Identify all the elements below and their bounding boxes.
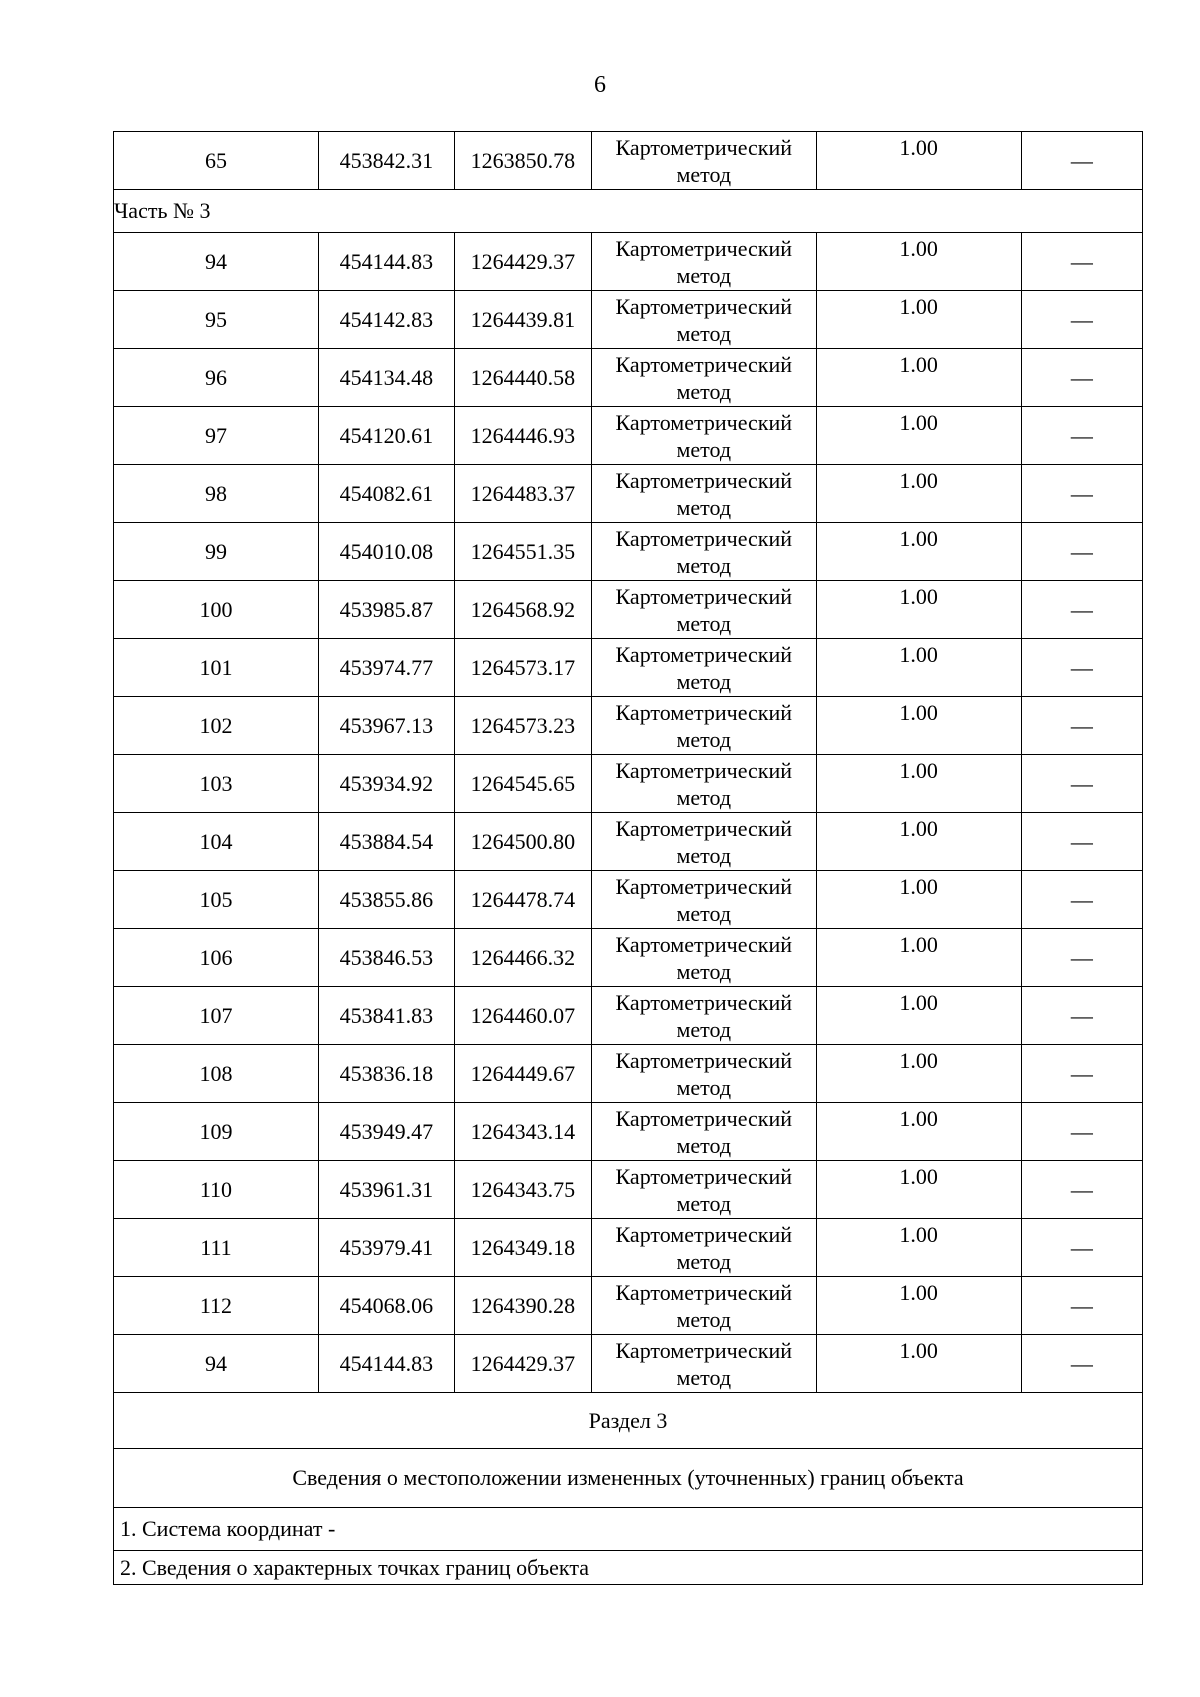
x-coordinate-cell: 453967.13 (318, 697, 454, 755)
table-row (114, 233, 1143, 291)
description-cell: — (1021, 465, 1142, 523)
table-row (114, 132, 1143, 190)
method-cell: Картометрический метод (591, 1103, 816, 1161)
y-coordinate-cell: 1264460.07 (454, 987, 591, 1045)
table-row (114, 465, 1143, 523)
page-number: 6 (594, 72, 606, 98)
method-cell: Картометрический метод (591, 871, 816, 929)
accuracy-cell: 1.00 (816, 929, 1021, 987)
accuracy-cell: 1.00 (816, 233, 1021, 291)
part-header-row (114, 190, 1143, 233)
accuracy-cell: 1.00 (816, 987, 1021, 1045)
x-coordinate-cell: 453961.31 (318, 1161, 454, 1219)
point-number-cell: 105 (114, 871, 319, 929)
coordinate-system-text: 1. Система координат - (114, 1508, 1143, 1551)
x-coordinate-cell: 454068.06 (318, 1277, 454, 1335)
y-coordinate-cell: 1264439.81 (454, 291, 591, 349)
point-number-cell: 96 (114, 349, 319, 407)
point-number-cell: 99 (114, 523, 319, 581)
description-cell: — (1021, 132, 1142, 190)
part-rows (114, 233, 1143, 1393)
y-coordinate-cell: 1264478.74 (454, 871, 591, 929)
point-number-cell: 97 (114, 407, 319, 465)
accuracy-cell: 1.00 (816, 1103, 1021, 1161)
accuracy-cell: 1.00 (816, 697, 1021, 755)
y-coordinate-cell: 1264349.18 (454, 1219, 591, 1277)
x-coordinate-cell: 453846.53 (318, 929, 454, 987)
description-cell: — (1021, 639, 1142, 697)
description-cell: — (1021, 813, 1142, 871)
point-number-cell: 95 (114, 291, 319, 349)
accuracy-cell: 1.00 (816, 755, 1021, 813)
table-row (114, 1277, 1143, 1335)
x-coordinate-cell: 454144.83 (318, 1335, 454, 1393)
section-title-row (114, 1393, 1143, 1449)
coordinates-table-body (114, 132, 1143, 233)
method-cell: Картометрический метод (591, 929, 816, 987)
description-cell: — (1021, 407, 1142, 465)
x-coordinate-cell: 454082.61 (318, 465, 454, 523)
point-number-cell: 94 (114, 1335, 319, 1393)
accuracy-cell: 1.00 (816, 291, 1021, 349)
x-coordinate-cell: 454120.61 (318, 407, 454, 465)
y-coordinate-cell: 1264466.32 (454, 929, 591, 987)
table-row (114, 291, 1143, 349)
method-cell: Картометрический метод (591, 697, 816, 755)
accuracy-cell: 1.00 (816, 407, 1021, 465)
x-coordinate-cell: 454134.48 (318, 349, 454, 407)
method-cell: Картометрический метод (591, 813, 816, 871)
accuracy-cell: 1.00 (816, 871, 1021, 929)
point-number-cell: 109 (114, 1103, 319, 1161)
description-cell: — (1021, 523, 1142, 581)
section-block (114, 1393, 1143, 1585)
description-cell: — (1021, 755, 1142, 813)
accuracy-cell: 1.00 (816, 1045, 1021, 1103)
table-row (114, 987, 1143, 1045)
accuracy-cell: 1.00 (816, 523, 1021, 581)
x-coordinate-cell: 453836.18 (318, 1045, 454, 1103)
y-coordinate-cell: 1264440.58 (454, 349, 591, 407)
table-row (114, 581, 1143, 639)
accuracy-cell: 1.00 (816, 581, 1021, 639)
description-cell: — (1021, 1277, 1142, 1335)
description-cell: — (1021, 1103, 1142, 1161)
method-cell: Картометрический метод (591, 407, 816, 465)
point-number-cell: 102 (114, 697, 319, 755)
table-row (114, 697, 1143, 755)
x-coordinate-cell: 453934.92 (318, 755, 454, 813)
method-cell: Картометрический метод (591, 639, 816, 697)
point-number-cell: 98 (114, 465, 319, 523)
y-coordinate-cell: 1264545.65 (454, 755, 591, 813)
table-row (114, 523, 1143, 581)
y-coordinate-cell: 1264573.17 (454, 639, 591, 697)
table-row (114, 929, 1143, 987)
x-coordinate-cell: 453855.86 (318, 871, 454, 929)
table-row (114, 1219, 1143, 1277)
x-coordinate-cell: 453949.47 (318, 1103, 454, 1161)
description-cell: — (1021, 291, 1142, 349)
accuracy-cell: 1.00 (816, 639, 1021, 697)
accuracy-cell: 1.00 (816, 465, 1021, 523)
y-coordinate-cell: 1264500.80 (454, 813, 591, 871)
description-cell: — (1021, 929, 1142, 987)
accuracy-cell: 1.00 (816, 1219, 1021, 1277)
characteristic-points-text: 2. Сведения о характерных точках границ объекта (114, 1551, 1143, 1585)
point-number-cell: 108 (114, 1045, 319, 1103)
point-number-cell: 112 (114, 1277, 319, 1335)
description-cell: — (1021, 233, 1142, 291)
description-cell: — (1021, 1161, 1142, 1219)
table-row (114, 407, 1143, 465)
table-row (114, 1103, 1143, 1161)
method-cell: Картометрический метод (591, 132, 816, 190)
point-number-cell: 111 (114, 1219, 319, 1277)
characteristic-points-row (114, 1551, 1143, 1585)
x-coordinate-cell: 454144.83 (318, 233, 454, 291)
point-number-cell: 106 (114, 929, 319, 987)
section-subtitle: Сведения о местоположении измененных (уточненных) границ объекта (114, 1449, 1143, 1508)
description-cell: — (1021, 349, 1142, 407)
section-subtitle-row (114, 1449, 1143, 1508)
x-coordinate-cell: 453884.54 (318, 813, 454, 871)
part-label: Часть № 3 (114, 190, 1143, 233)
description-cell: — (1021, 1219, 1142, 1277)
method-cell: Картометрический метод (591, 987, 816, 1045)
x-coordinate-cell: 453979.41 (318, 1219, 454, 1277)
y-coordinate-cell: 1264390.28 (454, 1277, 591, 1335)
accuracy-cell: 1.00 (816, 1277, 1021, 1335)
description-cell: — (1021, 987, 1142, 1045)
method-cell: Картометрический метод (591, 1161, 816, 1219)
y-coordinate-cell: 1264429.37 (454, 233, 591, 291)
table-row (114, 1335, 1143, 1393)
table-row (114, 639, 1143, 697)
method-cell: Картометрический метод (591, 1335, 816, 1393)
x-coordinate-cell: 453842.31 (318, 132, 454, 190)
x-coordinate-cell: 453985.87 (318, 581, 454, 639)
description-cell: — (1021, 871, 1142, 929)
method-cell: Картометрический метод (591, 523, 816, 581)
y-coordinate-cell: 1264483.37 (454, 465, 591, 523)
accuracy-cell: 1.00 (816, 1161, 1021, 1219)
y-coordinate-cell: 1263850.78 (454, 132, 591, 190)
method-cell: Картометрический метод (591, 291, 816, 349)
description-cell: — (1021, 697, 1142, 755)
table-row (114, 349, 1143, 407)
accuracy-cell: 1.00 (816, 349, 1021, 407)
method-cell: Картометрический метод (591, 581, 816, 639)
x-coordinate-cell: 453974.77 (318, 639, 454, 697)
point-number-cell: 110 (114, 1161, 319, 1219)
method-cell: Картометрический метод (591, 349, 816, 407)
y-coordinate-cell: 1264568.92 (454, 581, 591, 639)
point-number-cell: 101 (114, 639, 319, 697)
y-coordinate-cell: 1264343.75 (454, 1161, 591, 1219)
point-number-cell: 94 (114, 233, 319, 291)
table-row (114, 1161, 1143, 1219)
x-coordinate-cell: 453841.83 (318, 987, 454, 1045)
accuracy-cell: 1.00 (816, 813, 1021, 871)
point-number-cell: 100 (114, 581, 319, 639)
method-cell: Картометрический метод (591, 755, 816, 813)
method-cell: Картометрический метод (591, 1219, 816, 1277)
description-cell: — (1021, 1045, 1142, 1103)
y-coordinate-cell: 1264446.93 (454, 407, 591, 465)
description-cell: — (1021, 581, 1142, 639)
point-number-cell: 104 (114, 813, 319, 871)
coordinates-table (113, 131, 1143, 1585)
table-row (114, 1045, 1143, 1103)
point-number-cell: 103 (114, 755, 319, 813)
table-row (114, 871, 1143, 929)
method-cell: Картометрический метод (591, 465, 816, 523)
accuracy-cell: 1.00 (816, 1335, 1021, 1393)
x-coordinate-cell: 454010.08 (318, 523, 454, 581)
y-coordinate-cell: 1264551.35 (454, 523, 591, 581)
x-coordinate-cell: 454142.83 (318, 291, 454, 349)
method-cell: Картометрический метод (591, 1045, 816, 1103)
section-title: Раздел 3 (114, 1393, 1143, 1449)
point-number-cell: 65 (114, 132, 319, 190)
table-row (114, 813, 1143, 871)
point-number-cell: 107 (114, 987, 319, 1045)
accuracy-cell: 1.00 (816, 132, 1021, 190)
method-cell: Картометрический метод (591, 1277, 816, 1335)
table-row (114, 755, 1143, 813)
y-coordinate-cell: 1264449.67 (454, 1045, 591, 1103)
coordinate-system-row (114, 1508, 1143, 1551)
y-coordinate-cell: 1264343.14 (454, 1103, 591, 1161)
method-cell: Картометрический метод (591, 233, 816, 291)
y-coordinate-cell: 1264573.23 (454, 697, 591, 755)
description-cell: — (1021, 1335, 1142, 1393)
y-coordinate-cell: 1264429.37 (454, 1335, 591, 1393)
